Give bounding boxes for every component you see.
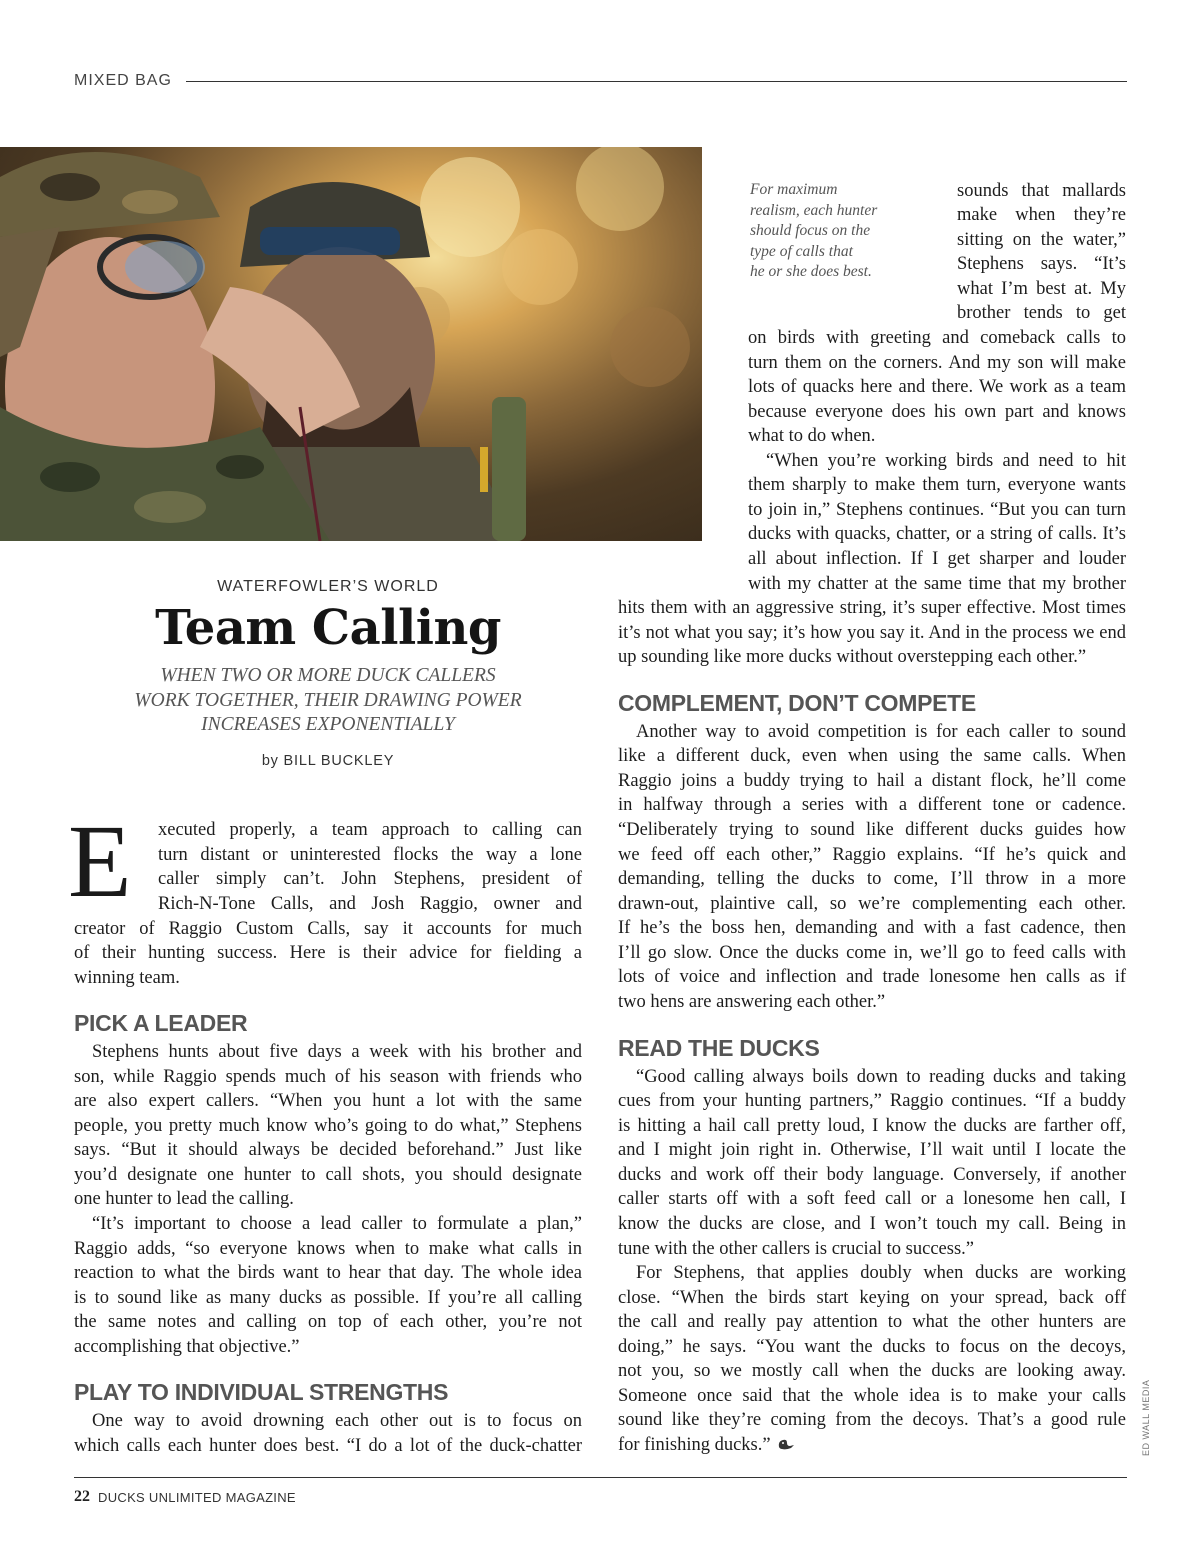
deck-line: WORK TOGETHER, THEIR DRAWING POWER [134,689,522,711]
publication-name: DUCKS UNLIMITED MAGAZINE [98,1490,296,1505]
subhead-play-to-strengths: PLAY TO INDIVIDUAL STRENGTHS [74,1379,449,1405]
text-line: sitting on the water,” [957,230,1126,250]
text-line: “Deliberately trying to sound like different ducks guides how [618,820,1126,840]
text-line: Raggio adds, “so everyone knows when to make what calls in [74,1239,582,1259]
text-line: turn them on the corners. And my son will make [748,353,1126,373]
text-line: sound like they’re coming from the decoys. That’s a good rule [618,1410,1126,1430]
deck-line: WHEN TWO OR MORE DUCK CALLERS [160,665,496,686]
text-line: for finishing ducks.” [618,1435,771,1455]
text-line: says. “But it should always be decided beforehand.” Just like [74,1140,582,1160]
text-line: “It’s important to choose a lead caller to formulate a plan,” [92,1214,582,1234]
text-line: is hitting a hail call pretty loud, I know the ducks are farther off, [618,1116,1126,1136]
subhead-complement: COMPLEMENT, DON’T COMPETE [618,690,976,716]
text-line: them sharply to make them turn, everyone wants [748,475,1126,495]
text-line: to join in,” Stephens continues. “But you can turn [748,500,1126,520]
text-line: two hens are answering each other.” [618,992,886,1012]
text-line: on birds with greeting and comeback calls to [748,328,1126,348]
text-line: son, while Raggio spends much of his season with friends who [74,1067,582,1087]
final-text-line [618,1433,1126,1458]
text-line: the call and really pay attention to what the other hunters are [618,1312,1126,1332]
text-line: reaction to what the birds want to hear that day. The whole idea [74,1263,582,1283]
pull-quote-line: type of calls that [750,242,853,260]
pull-quote-line: For maximum [750,181,838,198]
subhead-pick-a-leader: PICK A LEADER [74,1010,248,1036]
text-line: like a different duck, even when using the same calls. When [618,746,1126,766]
text-line: tune with the other callers is crucial to success.” [618,1239,974,1259]
text-line: For Stephens, that applies doubly when ducks are working [636,1263,1126,1283]
text-line: with my chatter at the same time that my brother [748,574,1126,594]
text-line: Someone once said that the whole idea is to make your calls [618,1386,1126,1406]
text-line: is to sound like as many ducks as possible. If you’re all calling [74,1288,582,1308]
text-line: of their hunting success. Here is their advice for fielding a [74,943,582,963]
text-line: it’s not what you say; it’s how you say it. And in the process we end [618,623,1126,643]
pull-quote-line: he or she does best. [750,263,872,281]
text-line: which calls each hunter does best. “I do a lot of the duck-chatter [74,1436,582,1456]
deck-line: INCREASES EXPONENTIALLY [201,714,455,735]
text-line: If he’s the boss hen, demanding and with a fast cadence, then [618,918,1126,938]
text-line: close. “When the birds start keying on your spread, back off [618,1288,1126,1308]
text-line: demanding, telling the ducks to come, I’ll throw in a more [618,869,1126,889]
section-label: MIXED BAG [74,72,172,89]
text-line: brother tends to get [957,303,1126,323]
text-line: all about inflection. If I get sharper and louder [748,549,1126,569]
text-line: people, you pretty much know who’s going to do what,” Stephens [74,1116,582,1136]
kicker: WATERFOWLER’S WORLD [217,578,439,595]
text-line: the same notes and calling on top of each other, you’re not [74,1312,582,1332]
text-line: up sounding like more ducks without overstepping each other.” [618,647,1087,667]
text-line: I’ll go slow. Once the ducks come in, we’ll go to feed calls with [618,943,1126,963]
footer-rule [74,1477,1127,1478]
text-line: sounds that mallards [957,181,1126,201]
deck [100,664,556,738]
header-rule [186,81,1127,82]
text-line: Raggio joins a buddy trying to hail a distant flock, he’ll come [618,771,1126,791]
text-line: caller simply can’t. John Stephens, president of [158,869,582,889]
subhead-read-the-ducks: READ THE DUCKS [618,1035,820,1061]
text-line: are also expert callers. “When you hunt a lot with the same [74,1091,582,1111]
article-title: Team Calling [155,600,501,656]
text-line: not you, so we mostly call when the ducks are looking away. [618,1361,1126,1381]
text-line: know the ducks are close, and I won’t touch my call. Being in [618,1214,1126,1234]
photo-credit: ED WALL MEDIA [1141,1379,1151,1456]
pull-quote-line: realism, each hunter [750,201,878,219]
page-number: 22 [74,1488,90,1505]
text-line: what to do when. [748,426,876,446]
byline: by BILL BUCKLEY [261,753,395,769]
text-line: ducks and work off their body language. Conversely, if another [618,1165,1126,1185]
pull-quote-line: should focus on the [750,222,871,240]
text-line: Another way to avoid competition is for each caller to sound [636,722,1126,742]
drop-cap: E [68,804,132,919]
pull-quote [750,180,950,283]
text-line: Stephens hunts about five days a week with his brother and [92,1042,582,1062]
text-line: what I’m best at. My [957,279,1126,299]
text-line: Stephens says. “It’s [957,254,1126,274]
text-line: xecuted properly, a team approach to calling can [158,820,582,840]
text-line: and I might join right in. Otherwise, I’ll wait until I locate the [618,1140,1126,1160]
text-line: caller starts off with a soft feed call or a lonesome hen call, I [618,1189,1126,1209]
text-line: “Good calling always boils down to reading ducks and taking [636,1067,1126,1087]
text-line: one hunter to lead the calling. [74,1189,294,1209]
text-line: make when they’re [957,205,1126,225]
text-line: lots of quacks here and there. We work as a team [748,377,1126,397]
text-line: One way to avoid drowning each other out is to focus on [92,1411,582,1431]
text-line: creator of Raggio Custom Calls, say it accounts for much [74,919,582,939]
text-line: doing,” he says. “You want the ducks to focus on the decoys, [618,1337,1126,1357]
hunters-photo [0,147,702,541]
text-line: in halfway through a series with a different tone or cadence. [618,795,1126,815]
text-line: you’d designate one hunter to call shots, you should designate [74,1165,582,1185]
text-line: cues from your hunting partners,” Raggio continues. “If a buddy [618,1091,1126,1111]
text-line: winning team. [74,968,180,988]
text-line: because everyone does his own part and knows [748,402,1126,422]
text-line: ducks with quacks, chatter, or a string of calls. It’s [748,524,1126,544]
text-line: “When you’re working birds and need to hit [766,451,1126,471]
text-line: we feed off each other,” Raggio explains. “If he’s quick and [618,845,1126,865]
text-line: lots of voice and inflection and trade lonesome hen calls as if [618,967,1126,987]
text-line: Rich-N-Tone Calls, and Josh Raggio, owner and [158,894,582,914]
text-line: drawn-out, plaintive call, so we’re complementing each other. [618,894,1126,914]
text-line: turn distant or uninterested flocks the way a lone [158,845,582,865]
text-line: hits them with an aggressive string, it’s super effective. Most times [618,598,1126,618]
duck-head-end-mark-icon [777,1433,795,1458]
text-line: accomplishing that objective.” [74,1337,300,1357]
